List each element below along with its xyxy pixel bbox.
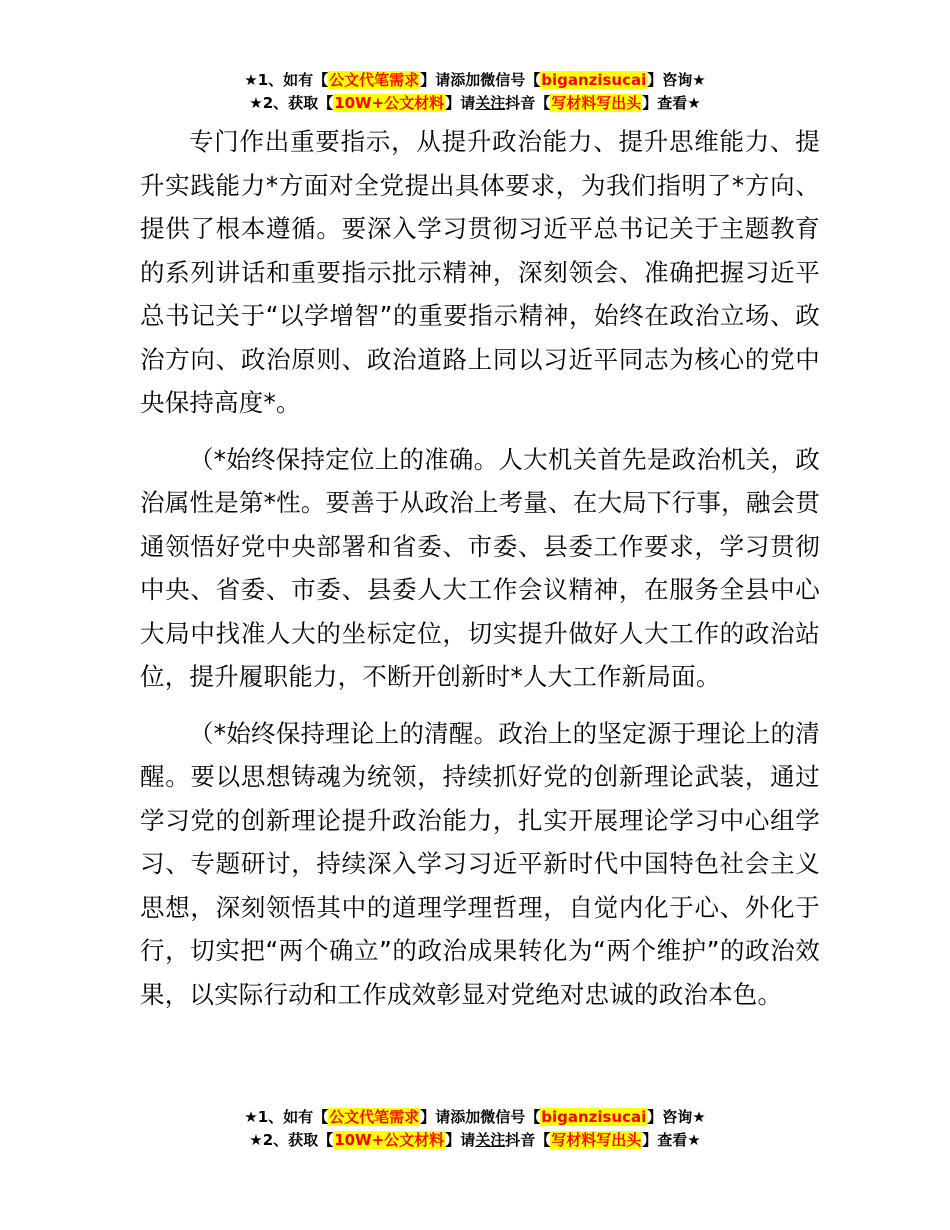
ad-follow-text: 关注 <box>475 1131 506 1149</box>
paragraph-intro: 专门作出重要指示，从提升政治能力、提升思维能力、提升实践能力*方面对全党提出具体要求，为我们指明了*方向、提供了根本遵循。要深入学习贯彻习近平总书记关于主题教育的系列讲话和重要指示批示精神，深刻领会、准确把握习近平总书记关于“以学增智”的重要指示精神，始终在政治立场、政治方向、政治原则、政治道路上同以习近平同志为核心的党中央保持高度*。 <box>140 127 820 417</box>
paragraph-theory: （*始终保持理论上的清醒。政治上的坚定源于理论上的清醒。要以思想铸魂为统领，持续抓好党的创新理论武装，通过学习党的创新理论提升政治能力，扎实开展理论学习中心组学习、专题研讨，持续深入学习习近平新时代中国特色社会主义思想，深刻领悟其中的道理学理哲理，自觉内化于心、外化于行，切实把“两个确立”的政治成果转化为“两个维护”的政治效果，以实际行动和工作成效彰显对党绝对忠诚的政治本色。 <box>140 718 820 1009</box>
ad-highlight-materials: 10W+公文材料 <box>334 94 445 112</box>
ad-wechat-id: biganzisucai <box>541 1108 647 1126</box>
ad-highlight-ghostwriting: 公文代笔需求 <box>329 1108 420 1126</box>
ad-line-consult: ★1、如有【公文代笔需求】请添加微信号【biganzisucai】咨询★ <box>244 71 706 89</box>
ad-line-materials: ★2、获取【10W+公文材料】请关注抖音【写材料写出头】查看★ <box>249 1131 701 1149</box>
ad-highlight-ghostwriting: 公文代笔需求 <box>329 71 420 89</box>
ad-highlight-materials: 10W+公文材料 <box>334 1131 445 1149</box>
ad-line-materials: ★2、获取【10W+公文材料】请关注抖音【写材料写出头】查看★ <box>249 94 701 112</box>
ad-douyin-account: 写材料写出头 <box>551 1131 642 1149</box>
header-ad-banner <box>0 69 950 115</box>
document-body <box>140 120 820 1029</box>
paragraph-positioning: （*始终保持定位上的准确。人大机关首先是政治机关，政治属性是第*性。要善于从政治上考量、在大局下行事，融会贯通领悟好党中央部署和省委、市委、县委工作要求，学习贯彻中央、省委、市委、县委人大工作会议精神，在服务全县中心大局中找准人大的坐标定位，切实提升做好人大工作的政治站位，提升履职能力，不断开创新时*人大工作新局面。 <box>140 444 820 691</box>
ad-follow-text: 关注 <box>475 94 506 112</box>
ad-line-consult: ★1、如有【公文代笔需求】请添加微信号【biganzisucai】咨询★ <box>244 1108 706 1126</box>
footer-ad-banner <box>0 1106 950 1152</box>
ad-wechat-id: biganzisucai <box>541 71 647 89</box>
ad-douyin-account: 写材料写出头 <box>551 94 642 112</box>
